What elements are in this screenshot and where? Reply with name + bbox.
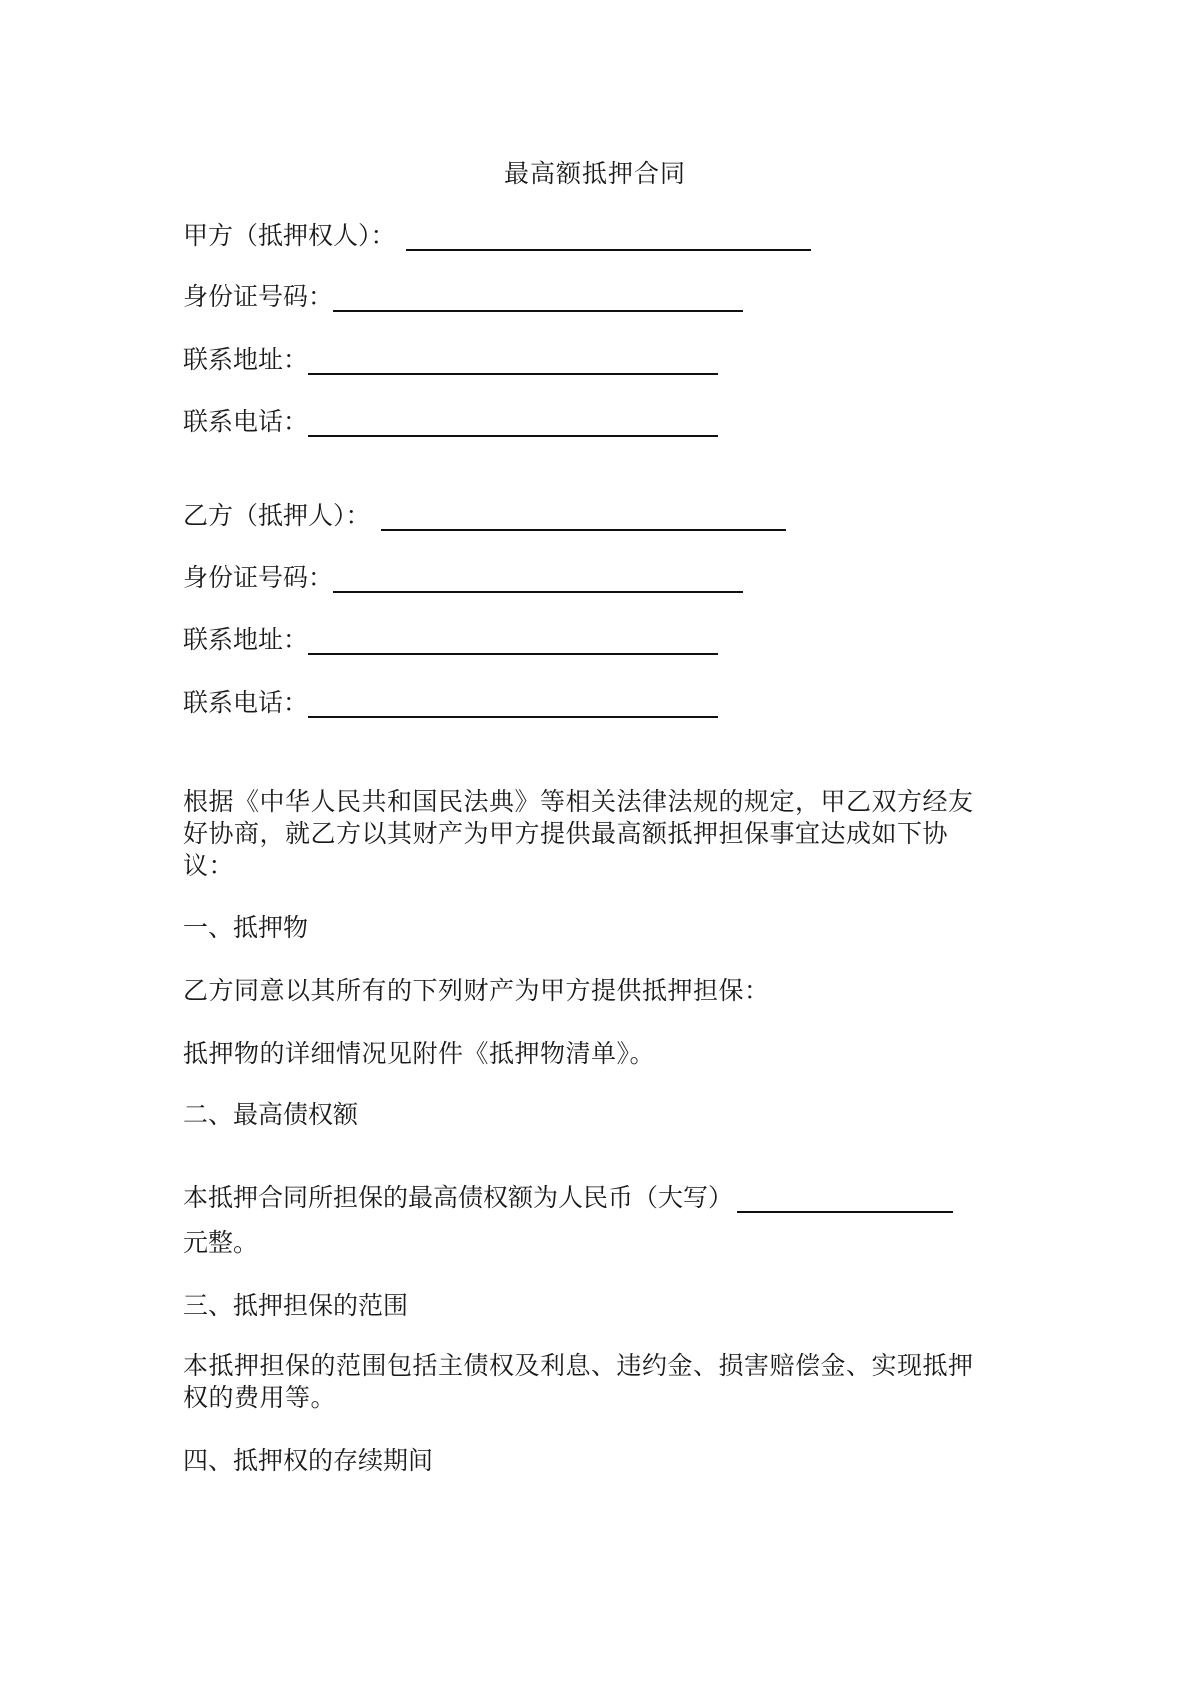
party-a-address-label: 联系地址： [183,345,309,374]
section-1-heading: 一、抵押物 [183,913,309,942]
party-b-name-field [183,494,786,534]
max-amount-suffix: 元整。 [183,1228,259,1257]
max-amount-prefix: 本抵押合同所担保的最高债权额为人民币（大写） [183,1183,734,1212]
party-b-phone-label: 联系电话： [183,688,309,717]
section-2-heading: 二、最高债权额 [183,1100,359,1129]
party-b-phone-blank[interactable] [308,686,718,718]
section-3-paragraph: 本抵押担保的范围包括主债权及利息、违约金、损害赔偿金、实现抵押权的费用等。 [183,1351,974,1412]
party-b-name-blank[interactable] [381,499,786,531]
party-b-id-field [183,556,743,596]
party-a-phone-blank[interactable] [308,405,718,437]
party-a-name-label: 甲方（抵押权人）： [183,221,396,250]
section-3-heading: 三、抵押担保的范围 [183,1291,409,1320]
party-b-id-blank[interactable] [333,561,743,593]
max-amount-blank[interactable] [737,1181,953,1213]
section-4-heading: 四、抵押权的存续期间 [183,1446,434,1475]
party-b-address-field [183,618,718,658]
max-amount-line [183,1176,998,1216]
party-a-address-field [183,338,718,378]
party-a-name-field [183,214,811,254]
document-title: 最高额抵押合同 [503,159,686,188]
party-a-id-label: 身份证号码： [183,282,334,311]
preamble-paragraph: 根据《中华人民共和国民法典》等相关法律法规的规定，甲乙双方经友好协商，就乙方以其财产为甲方提供最高额抵押担保事宜达成如下协议： [183,787,974,880]
party-a-id-field [183,275,743,315]
party-a-id-blank[interactable] [333,280,743,312]
party-a-name-blank[interactable] [406,219,811,251]
party-b-address-label: 联系地址： [183,625,309,654]
party-b-name-label: 乙方（抵押人）： [183,501,371,530]
party-a-phone-field [183,400,718,440]
section-1-paragraph-2: 抵押物的详细情况见附件《抵押物清单》。 [183,1039,656,1068]
party-a-phone-label: 联系电话： [183,407,309,436]
party-a-address-blank[interactable] [308,343,718,375]
section-1-paragraph-1: 乙方同意以其所有的下列财产为甲方提供抵押担保： [183,976,770,1005]
party-b-phone-field [183,681,718,721]
party-b-address-blank[interactable] [308,623,718,655]
party-b-id-label: 身份证号码： [183,563,334,592]
